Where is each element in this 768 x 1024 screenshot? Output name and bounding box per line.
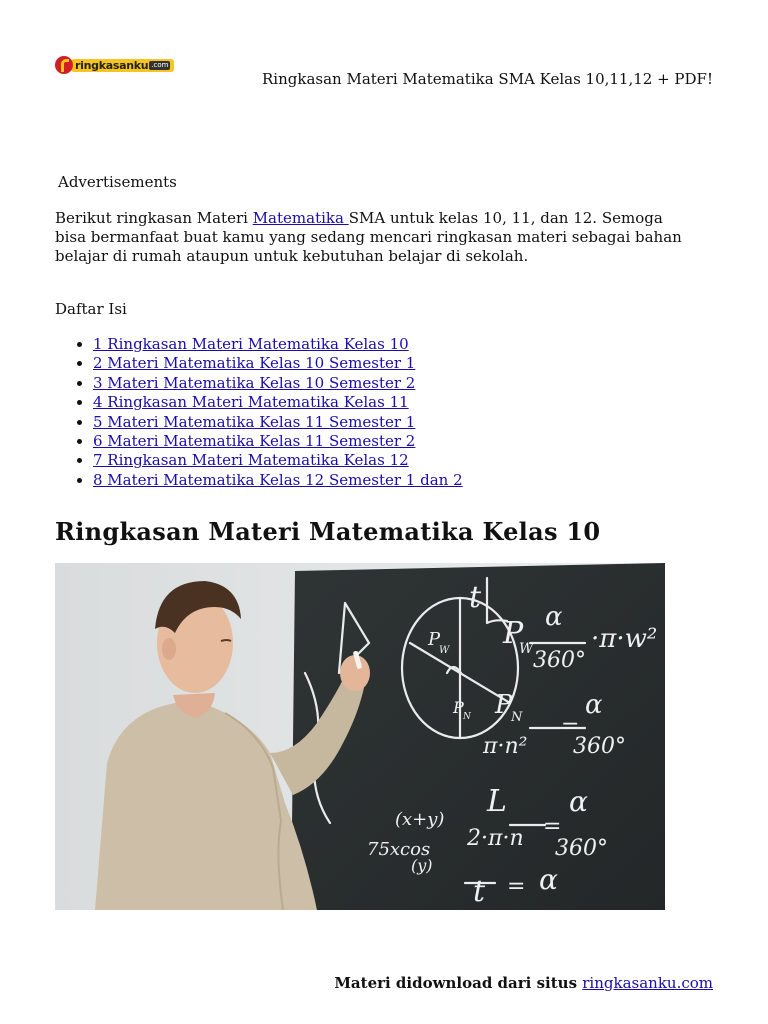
intro-text-after: SMA untuk kelas 10, 11, dan 12. Semoga bisa bermanfaat buat kamu yang sedang mencari ringkasan materi sebagai bahan belajar di rumah ataupun untuk kebutuhan belajar di sekolah.: [55, 209, 682, 265]
eq4-lhs: t: [473, 874, 486, 909]
eq2-num-sub: N: [511, 710, 523, 725]
eq2-rhs-den: 360°: [573, 734, 626, 759]
toc-item: [93, 374, 463, 393]
intro-paragraph: [55, 209, 695, 266]
toc-link-4[interactable]: 4 Ringkasan Materi Matematika Kelas 11: [93, 393, 409, 412]
section-heading: Ringkasan Materi Matematika Kelas 10: [55, 517, 601, 546]
logo-text: ringkasanku: [75, 58, 149, 72]
toc-item: [93, 432, 463, 451]
eq3-num: L: [487, 784, 507, 819]
toc-link-2[interactable]: 2 Materi Matematika Kelas 10 Semester 1: [93, 354, 416, 373]
eq4-equals: =: [507, 874, 526, 899]
toc-title: Daftar Isi: [55, 300, 127, 318]
toc-link-6[interactable]: 6 Materi Matematika Kelas 11 Semester 2: [93, 432, 416, 451]
eq2-equals: =: [561, 714, 580, 739]
toc-link-3[interactable]: 3 Materi Matematika Kelas 10 Semester 2: [93, 373, 416, 392]
eq2-num: P: [495, 690, 513, 720]
matematika-link[interactable]: Matematika: [252, 209, 349, 227]
logo-pill: [71, 59, 174, 72]
logo-suffix: .com: [151, 60, 169, 69]
hand: [340, 655, 370, 691]
circle-label-1-sub: W: [439, 645, 450, 656]
advertisements-label: Advertisements: [58, 173, 177, 191]
page-header-title: Ringkasan Materi Matematika SMA Kelas 10,11,12 + PDF!: [262, 70, 713, 88]
circle-label-2-sub: N: [463, 712, 471, 722]
top-symbol: t: [469, 580, 482, 615]
circle-label-1: P: [428, 629, 441, 650]
intro-text-before: Berikut ringkasan Materi: [55, 209, 253, 227]
toc-item: [93, 393, 463, 412]
footer-site-link[interactable]: ringkasanku.com: [582, 974, 713, 992]
eq1-lhs: P: [503, 616, 524, 651]
toc-item: [93, 354, 463, 373]
footer-label: Materi didownload dari situs: [334, 974, 583, 992]
footer-source: [334, 974, 713, 992]
eq3-rhs-den: 360°: [555, 836, 608, 861]
toc-item: [93, 413, 463, 432]
eq1-num: α: [545, 602, 563, 632]
logo-mark-icon: [55, 56, 73, 74]
toc-link-7[interactable]: 7 Ringkasan Materi Matematika Kelas 12: [93, 451, 409, 470]
eq3-den: 2·π·n: [467, 826, 524, 851]
eq1-den: 360°: [533, 648, 586, 673]
side-formula-2: 75xcos: [367, 839, 431, 860]
toc-item: [93, 451, 463, 470]
toc-link-1[interactable]: 1 Ringkasan Materi Matematika Kelas 10: [93, 335, 409, 353]
eq3-equals: =: [543, 814, 562, 839]
site-logo[interactable]: [55, 56, 177, 74]
toc-link-5[interactable]: 5 Materi Matematika Kelas 11 Semester 1: [93, 412, 416, 431]
eq3-rhs-num: α: [569, 785, 588, 818]
toc-item: [93, 335, 463, 354]
eq1-sub: W: [519, 641, 534, 657]
side-formula-3: (y): [411, 856, 433, 875]
toc-link-8[interactable]: 8 Materi Matematika Kelas 12 Semester 1 dan 2: [93, 470, 463, 489]
side-formula-1: (x+y): [395, 809, 445, 830]
eq2-den: π·n²: [483, 734, 528, 759]
toc-item: [93, 471, 463, 490]
table-of-contents: [55, 335, 463, 490]
eq2-rhs-num: α: [585, 690, 603, 720]
circle-label-2: P: [453, 698, 464, 717]
eq4-rhs: α: [539, 863, 558, 896]
eq1-rhs: ·π·w²: [591, 624, 658, 654]
student-chalkboard-photo: [55, 563, 665, 910]
ear: [162, 638, 176, 660]
